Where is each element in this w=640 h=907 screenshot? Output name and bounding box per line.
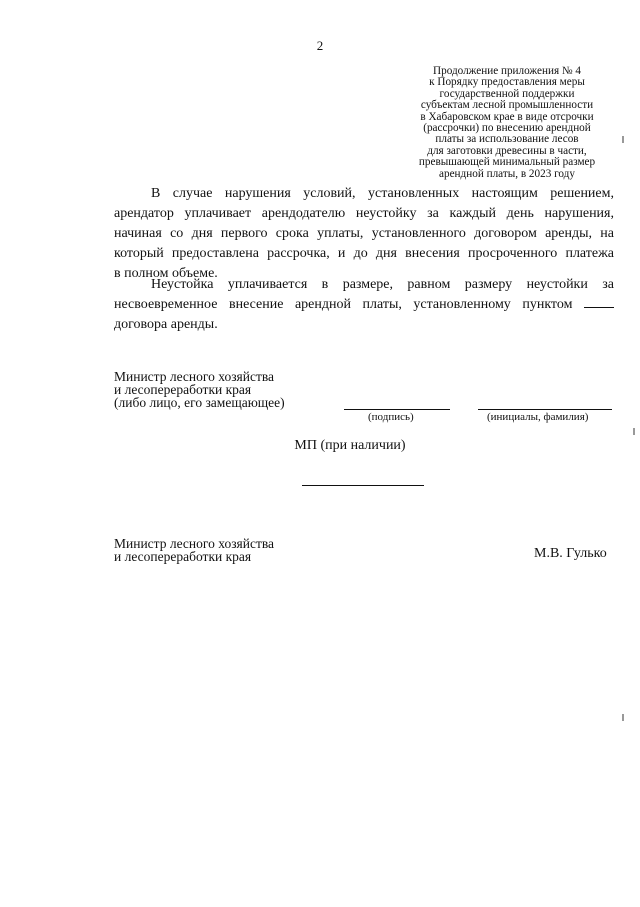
scan-speck xyxy=(622,714,624,721)
signature-caption: (подпись) xyxy=(368,411,414,423)
annex-line: субъектам лесной промышленности xyxy=(420,99,594,112)
annex-line: платы за использование лесов xyxy=(435,133,579,146)
signatory-block xyxy=(114,370,285,409)
annex-line: государственной поддержки xyxy=(439,87,575,100)
paragraph-line: договора аренды. xyxy=(114,317,218,332)
page-number: 2 xyxy=(316,38,324,53)
paragraph-line: начиная со дня первого срока уплаты, установленного договором аренды, на xyxy=(114,226,614,241)
annex-line: (рассрочки) по внесению арендной xyxy=(423,122,591,135)
paragraph-penalty-amount xyxy=(114,275,614,335)
annex-line: к Порядку предоставления меры xyxy=(429,76,585,89)
signature-line xyxy=(344,409,450,410)
annex-line: для заготовки древесины в части, xyxy=(427,144,587,157)
scan-speck xyxy=(633,428,635,435)
minister-block xyxy=(114,537,274,563)
paragraph-penalty-conditions xyxy=(114,184,614,284)
signatory-line: и лесопереработки края xyxy=(114,382,252,397)
clause-blank xyxy=(584,295,614,308)
annex-header xyxy=(392,66,622,180)
paragraph-line-text: несвоевременное внесение арендной платы, установленному пунктом xyxy=(114,297,573,312)
stamp-line xyxy=(302,485,424,486)
paragraph-line: который предоставлена рассрочка, и до дня внесения просроченного платежа xyxy=(114,246,614,261)
stamp-note: МП (при наличии) xyxy=(294,438,406,453)
name-line xyxy=(478,409,612,410)
annex-line: Продолжение приложения № 4 xyxy=(433,65,581,77)
paragraph-line: в полном объеме. xyxy=(114,266,218,281)
annex-line: превышающей минимальный размер xyxy=(418,156,596,169)
signatory-line: Министр лесного хозяйства xyxy=(114,369,275,384)
paragraph-line: Неустойка уплачивается в размере, равном размеру неустойки за xyxy=(151,277,614,292)
minister-name: М.В. Гулько xyxy=(534,546,607,561)
paragraph-line xyxy=(114,295,614,315)
scan-speck xyxy=(622,136,624,143)
annex-line: в Хабаровском крае в виде отсрочки xyxy=(420,110,594,123)
name-caption: (инициалы, фамилия) xyxy=(487,411,589,423)
minister-line: и лесопереработки края xyxy=(114,549,252,564)
paragraph-line: В случае нарушения условий, установленных настоящим решением, xyxy=(151,186,614,201)
paragraph-line: арендатор уплачивает арендодателю неустойку за каждый день нарушения, xyxy=(114,206,614,221)
minister-line: Министр лесного хозяйства xyxy=(114,536,275,551)
annex-line: арендной платы, в 2023 году xyxy=(439,167,575,180)
signatory-line: (либо лицо, его замещающее) xyxy=(114,395,285,410)
